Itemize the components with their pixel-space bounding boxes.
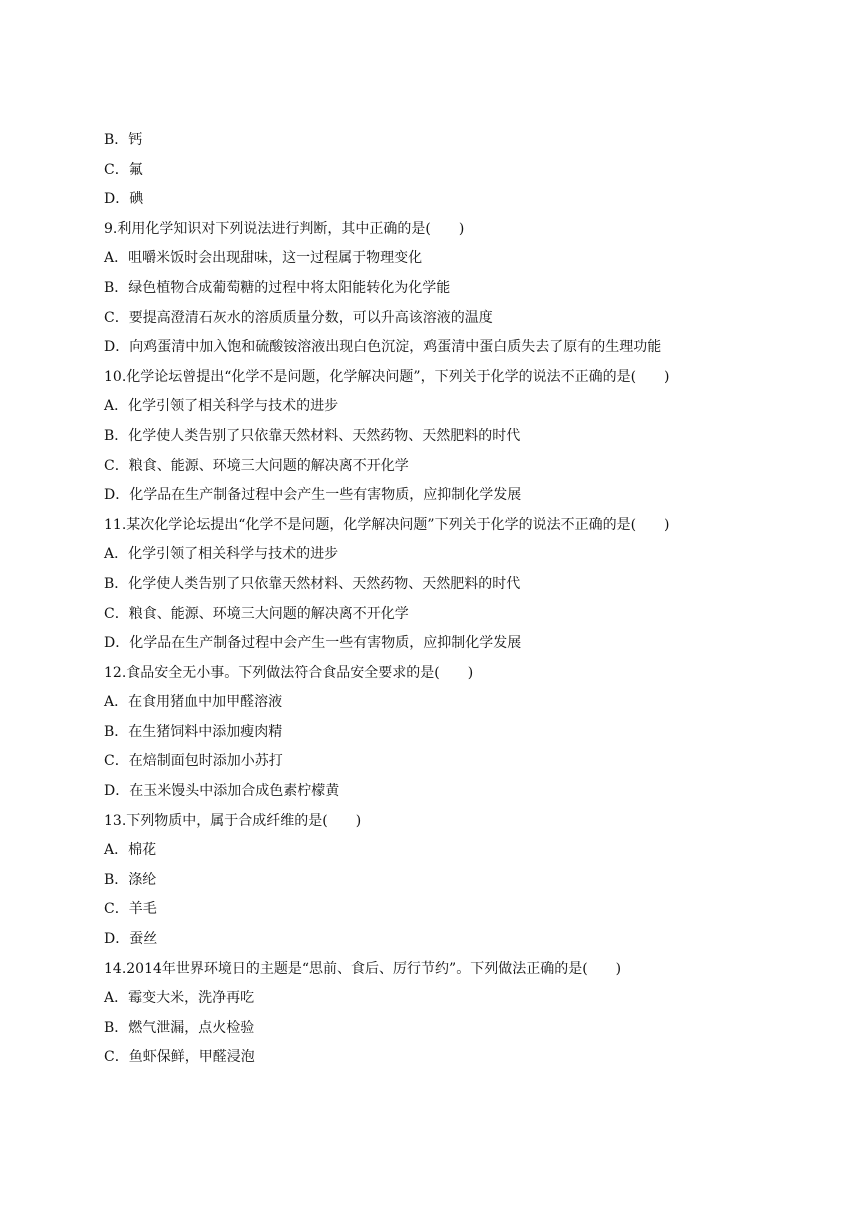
question-12-stem: 12.食品安全无小事。下列做法符合食品安全要求的是( ) (104, 664, 474, 681)
question-14-option-a: A．霉变大米，洗净再吃 (104, 990, 255, 1007)
question-12-option-a: A．在食用猪血中加甲醛溶液 (104, 694, 283, 711)
question-9-option-b: B．绿色植物合成葡萄糖的过程中将太阳能转化为化学能 (104, 279, 451, 296)
question-10-option-a: A．化学引领了相关科学与技术的进步 (104, 398, 339, 415)
question-12-option-c: C．在焙制面包时添加小苏打 (104, 753, 283, 770)
option-c-fluorine: C．氟 (104, 161, 143, 178)
question-13-option-b: B．涤纶 (104, 871, 157, 888)
question-13-option-a: A．棉花 (104, 842, 157, 859)
question-10-option-b: B．化学使人类告别了只依靠天然材料、天然药物、天然肥料的时代 (104, 427, 521, 444)
question-11-stem: 11.某次化学论坛提出“化学不是问题，化学解决问题”下列关于化学的说法不正确的是( ) (104, 516, 670, 533)
question-13-option-d: D．蚕丝 (104, 931, 158, 948)
question-13-option-c: C．羊毛 (104, 901, 157, 918)
question-9-stem: 9.利用化学知识对下列说法进行判断，其中正确的是( ) (104, 220, 465, 237)
question-11-option-d: D．化学品在生产制备过程中会产生一些有害物质，应抑制化学发展 (104, 635, 522, 652)
question-9-option-d: D．向鸡蛋清中加入饱和硫酸铵溶液出现白色沉淀，鸡蛋清中蛋白质失去了原有的生理功能 (104, 339, 662, 356)
question-11-option-b: B．化学使人类告别了只依靠天然材料、天然药物、天然肥料的时代 (104, 575, 521, 592)
question-9-option-a: A．咀嚼米饭时会出现甜味，这一过程属于物理变化 (104, 250, 423, 267)
question-10-stem: 10.化学论坛曾提出“化学不是问题，化学解决问题”，下列关于化学的说法不正确的是( ) (104, 368, 670, 385)
question-10-option-d: D．化学品在生产制备过程中会产生一些有害物质，应抑制化学发展 (104, 487, 522, 504)
question-14-option-c: C．鱼虾保鲜，甲醛浸泡 (104, 1049, 255, 1066)
question-14-stem: 14.2014年世界环境日的主题是“思前、食后、厉行节约”。下列做法正确的是( ) (104, 960, 622, 977)
option-b-calcium: B．钙 (104, 132, 143, 148)
question-10-option-c: C．粮食、能源、环境三大问题的解决离不开化学 (104, 457, 409, 474)
question-14-option-b: B．燃气泄漏，点火检验 (104, 1019, 255, 1036)
question-list (104, 126, 754, 1073)
question-12-option-b: B．在生猪饲料中添加瘦肉精 (104, 723, 283, 740)
question-9-option-c: C．要提高澄清石灰水的溶质质量分数，可以升高该溶液的温度 (104, 309, 493, 326)
question-11-option-c: C．粮食、能源、环境三大问题的解决离不开化学 (104, 605, 409, 622)
question-13-stem: 13.下列物质中，属于合成纤维的是( ) (104, 812, 362, 829)
option-d-iodine: D．碘 (104, 191, 144, 208)
question-12-option-d: D．在玉米馒头中添加合成色素柠檬黄 (104, 783, 340, 800)
question-11-option-a: A．化学引领了相关科学与技术的进步 (104, 546, 339, 563)
